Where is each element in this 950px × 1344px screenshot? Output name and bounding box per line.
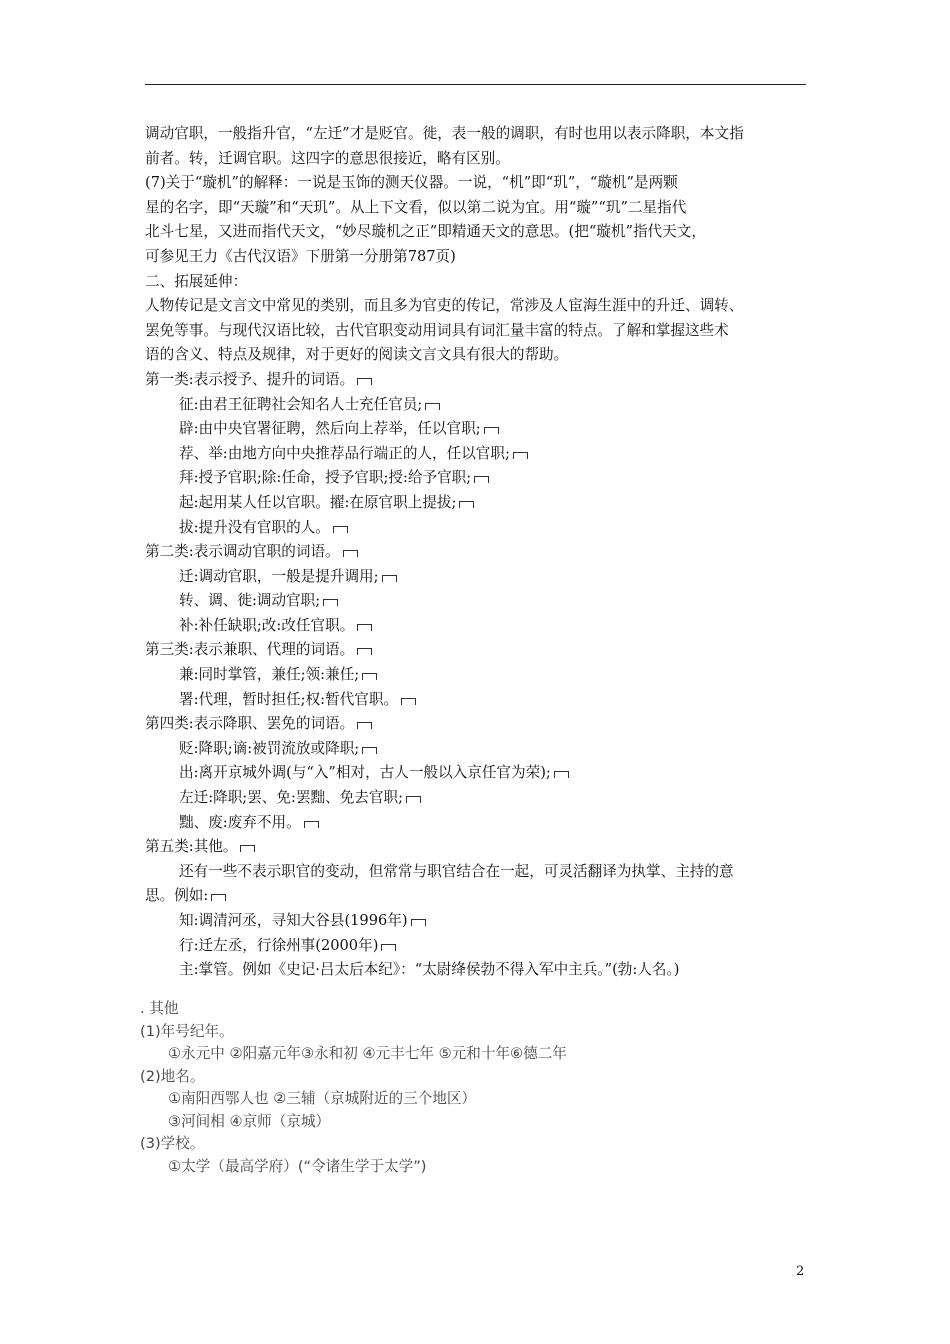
- paragraph-mark-icon: [240, 845, 255, 852]
- body-line-text: 前者。转，迁调官职。这四字的意思很接近，略有区别。: [145, 149, 510, 167]
- paragraph-mark-icon: [484, 427, 499, 434]
- paragraph-mark-icon: [211, 894, 226, 901]
- body-line-text: 起:起用某人任以官职。擢:在原官职上提拔;: [179, 493, 457, 511]
- scan-line-text: (3)学校。: [140, 1135, 205, 1152]
- body-line: [145, 958, 810, 983]
- body-line-text: 署:代理，暂时担任;权:暂代官职。: [179, 690, 399, 708]
- paragraph-mark-icon: [425, 403, 440, 410]
- body-line: [145, 589, 810, 614]
- body-line-text: (7)关于“璇机”的解释：一说是玉饰的测天仪器。一说，“机”即“玑”，“璇机”是两颗: [145, 174, 678, 192]
- body-line-text: 第三类:表示兼职、代理的词语。: [145, 641, 355, 659]
- scan-line-text: (2)地名。: [140, 1067, 205, 1085]
- body-line-text: 黜、废:废弃不用。: [179, 813, 301, 831]
- paragraph-mark-icon: [401, 698, 416, 705]
- body-line: [145, 491, 810, 516]
- body-line: [145, 934, 810, 959]
- paragraph-mark-icon: [406, 796, 421, 803]
- body-line: [145, 147, 810, 172]
- body-line: [145, 516, 810, 541]
- body-line: [145, 614, 810, 639]
- body-line: [145, 393, 810, 418]
- body-line: [145, 860, 810, 885]
- paragraph-mark-icon: [411, 919, 426, 926]
- body-line: [145, 122, 810, 147]
- body-line: [145, 319, 810, 344]
- body-line-text: 拜:授予官职;除:任命，授予官职;授:给予官职;: [179, 469, 472, 487]
- body-line-text: 知:调清河丞，寻知大谷县(1996年): [179, 912, 408, 929]
- scan-line-text: . 其他: [140, 1000, 179, 1017]
- body-line: [145, 761, 810, 786]
- scan-line-text: ①太学（最高学府）(“令诸生学于太学”): [168, 1157, 427, 1175]
- paragraph-mark-icon: [343, 550, 358, 557]
- body-line-text: 二、拓展延伸：: [145, 272, 248, 290]
- body-line: [145, 663, 810, 688]
- body-line-text: 第五类:其他。: [145, 838, 238, 856]
- scan-line: [140, 1133, 660, 1156]
- paragraph-mark-icon: [381, 944, 396, 951]
- body-line-text: 还有一些不表示职官的变动，但常常与职官结合在一起，可灵活翻译为执掌、主持的意: [179, 862, 734, 880]
- paragraph-mark-icon: [357, 624, 372, 631]
- body-line-text: 辟:由中央官署征聘，然后向上荐举，任以官职;: [179, 420, 481, 438]
- scan-line-text: ①永元中 ②阳嘉元年③永和初 ④元丰七年 ⑤元和十年⑥德二年: [168, 1045, 567, 1062]
- body-line: [145, 540, 810, 565]
- body-line: [145, 811, 810, 836]
- scan-line: [140, 998, 660, 1021]
- body-line: [145, 565, 810, 590]
- paragraph-mark-icon: [474, 476, 489, 483]
- scan-line-text: (1)年号纪年。: [140, 1022, 234, 1040]
- body-line: [145, 220, 810, 245]
- body-line-text: 拔:提升没有官职的人。: [179, 518, 330, 536]
- body-line-text: 第二类:表示调动官职的词语。: [145, 543, 340, 561]
- body-line: [145, 368, 810, 393]
- paragraph-mark-icon: [513, 452, 528, 459]
- body-line: [145, 417, 810, 442]
- paragraph-mark-icon: [304, 821, 319, 828]
- scan-line: [140, 1156, 660, 1179]
- scan-line: [140, 1021, 660, 1044]
- body-line-text: 左迁:降职;罢、免:罢黜、免去官职;: [179, 789, 403, 807]
- header-rule: [145, 84, 806, 85]
- body-line-text: 思。例如:: [145, 887, 209, 905]
- paragraph-mark-icon: [357, 378, 372, 385]
- body-line: [145, 737, 810, 762]
- scan-line: [140, 1043, 660, 1066]
- paragraph-mark-icon: [362, 673, 377, 680]
- body-line: [145, 884, 810, 909]
- body-line-text: 调动官职，一般指升官，“左迁”才是贬官。徙，表一般的调职，有时也用以表示降职，本文指: [145, 125, 744, 142]
- body-line-text: 补:补任缺职;改:改任官职。: [179, 616, 355, 634]
- body-line-text: 贬:降职;谪:被罚流放或降职;: [179, 739, 360, 757]
- paragraph-mark-icon: [323, 599, 338, 606]
- body-line-text: 第四类:表示降职、罢免的词语。: [145, 715, 355, 733]
- page-number: 2: [796, 1264, 805, 1279]
- body-line: [145, 294, 810, 319]
- body-line-text: 可参见王力《古代汉语》下册第一分册第787页): [145, 247, 456, 265]
- body-line: [145, 245, 810, 270]
- body-line-text: 行:迁左丞，行徐州事(2000年): [179, 936, 379, 954]
- body-line-text: 罢免等事。与现代汉语比较，古代官职变动用词具有词汇量丰富的特点。了解和掌握这些术: [145, 321, 729, 339]
- scan-line: [140, 1066, 660, 1089]
- paragraph-mark-icon: [362, 747, 377, 754]
- body-line-text: 征:由君王征聘社会知名人士充任官员;: [179, 395, 423, 413]
- body-line-text: 语的含义、特点及规律，对于更好的阅读文言文具有很大的帮助。: [145, 346, 569, 364]
- scan-line: [140, 1111, 660, 1134]
- body-line: [145, 688, 810, 713]
- paragraph-mark-icon: [357, 722, 372, 729]
- document-body: [145, 122, 810, 983]
- body-line-text: 北斗七星，又进而指代天文，“妙尽璇机之正”即精通天文的意思。(把“璇机”指代天文，: [145, 223, 706, 241]
- body-line-text: 转、调、徙:调动官职;: [179, 592, 321, 610]
- body-line: [145, 466, 810, 491]
- paragraph-mark-icon: [382, 575, 397, 582]
- paragraph-mark-icon: [554, 771, 569, 778]
- scan-line: [140, 1088, 660, 1111]
- paragraph-mark-icon: [357, 648, 372, 655]
- body-line: [145, 270, 810, 295]
- body-line-text: 主:掌管。例如《史记·吕太后本纪》：“太尉绛侯勃不得入军中主兵。”(勃:人名。): [179, 961, 680, 979]
- body-line-text: 第一类:表示授予、提升的词语。: [145, 370, 355, 388]
- paragraph-mark-icon: [459, 501, 474, 508]
- body-line: [145, 442, 810, 467]
- scan-line-text: ③河间相 ④京师（京城）: [168, 1112, 331, 1130]
- body-line: [145, 196, 810, 221]
- body-line-text: 兼:同时掌管，兼任;领:兼任;: [179, 666, 360, 684]
- body-line-text: 荐、举:由地方向中央推荐品行端正的人，任以官职;: [179, 444, 510, 462]
- body-line-text: 迁:调动官职，一般是提升调用;: [179, 567, 379, 585]
- body-line: [145, 343, 810, 368]
- scan-line-text: ①南阳西鄂人也 ②三辅（京城附近的三个地区）: [168, 1090, 477, 1107]
- paragraph-mark-icon: [333, 526, 348, 533]
- body-line-text: 人物传记是文言文中常见的类别，而且多为官吏的传记，常涉及人宦海生涯中的升迁、调转、: [145, 297, 744, 315]
- scanned-excerpt: [140, 998, 660, 1178]
- body-line: [145, 835, 810, 860]
- body-line: [145, 638, 810, 663]
- body-line: [145, 786, 810, 811]
- body-line-text: 出:离开京城外调(与“入”相对，古人一般以入京任官为荣);: [179, 764, 551, 782]
- body-line: [145, 909, 810, 934]
- body-line: [145, 171, 810, 196]
- body-line-text: 星的名字，即“天璇”和“天玑”。从上下文看，似以第二说为宜。用“璇”“玑”二星指代: [145, 198, 687, 216]
- body-line: [145, 712, 810, 737]
